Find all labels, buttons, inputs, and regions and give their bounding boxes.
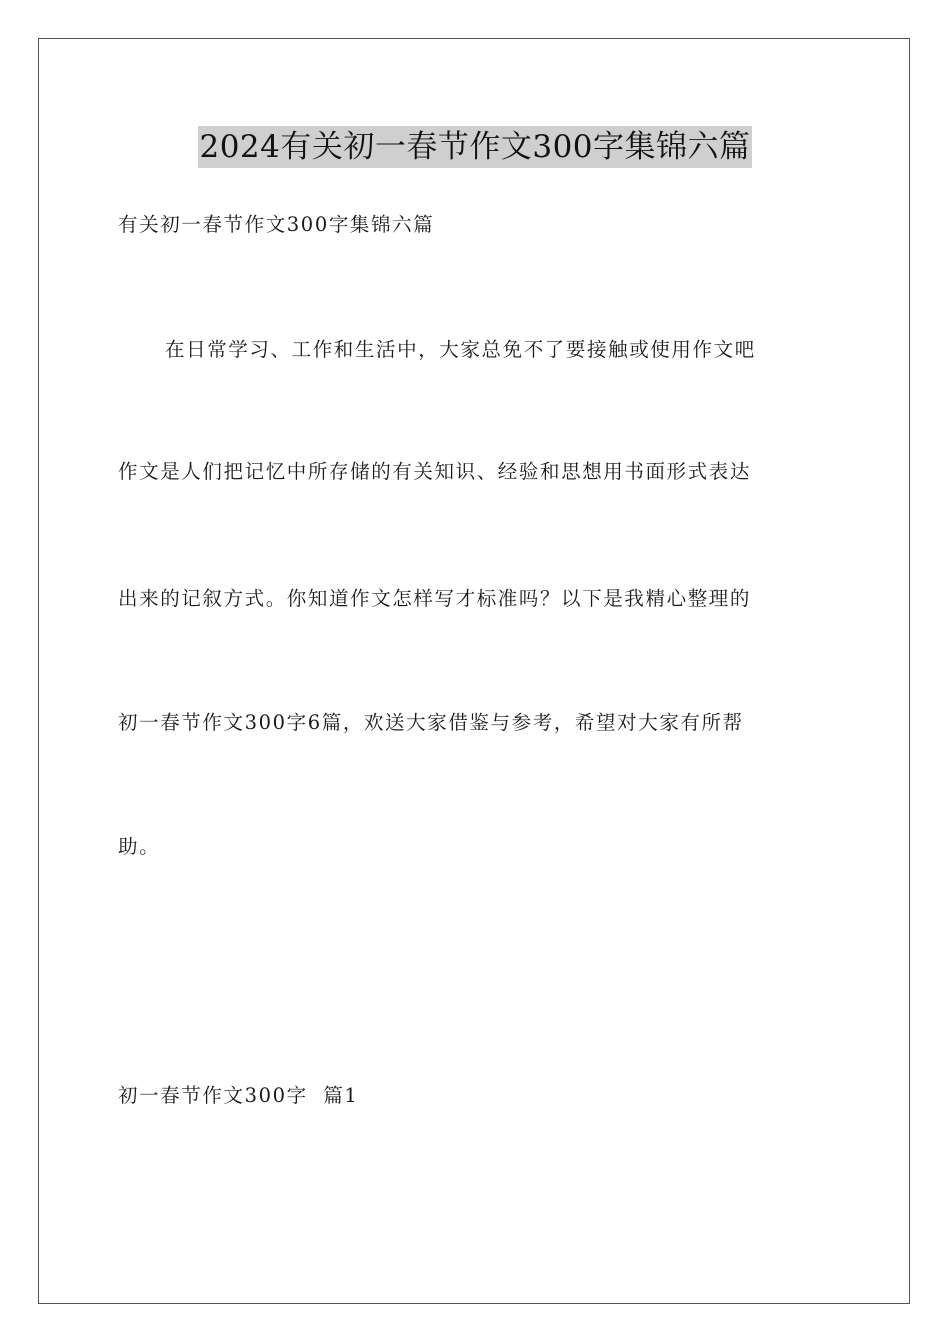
document-subtitle: 有关初一春节作文300字集锦六篇	[118, 213, 435, 236]
section-heading: 初一春节作文300字 篇1	[118, 1084, 359, 1107]
title-container	[0, 126, 950, 168]
intro-line-3: 出来的记叙方式。你知道作文怎样写才标准吗？以下是我精心整理的	[118, 587, 752, 610]
intro-line-5: 助。	[118, 835, 161, 858]
intro-line-1: 在日常学习、工作和生活中，大家总免不了要接触或使用作文吧	[165, 338, 756, 361]
intro-line-2: 作文是人们把记忆中所存储的有关知识、经验和思想用书面形式表达	[118, 460, 752, 483]
intro-line-4: 初一春节作文300字6篇，欢送大家借鉴与参考，希望对大家有所帮	[118, 711, 744, 734]
document-title: 2024有关初一春节作文300字集锦六篇	[198, 126, 751, 168]
